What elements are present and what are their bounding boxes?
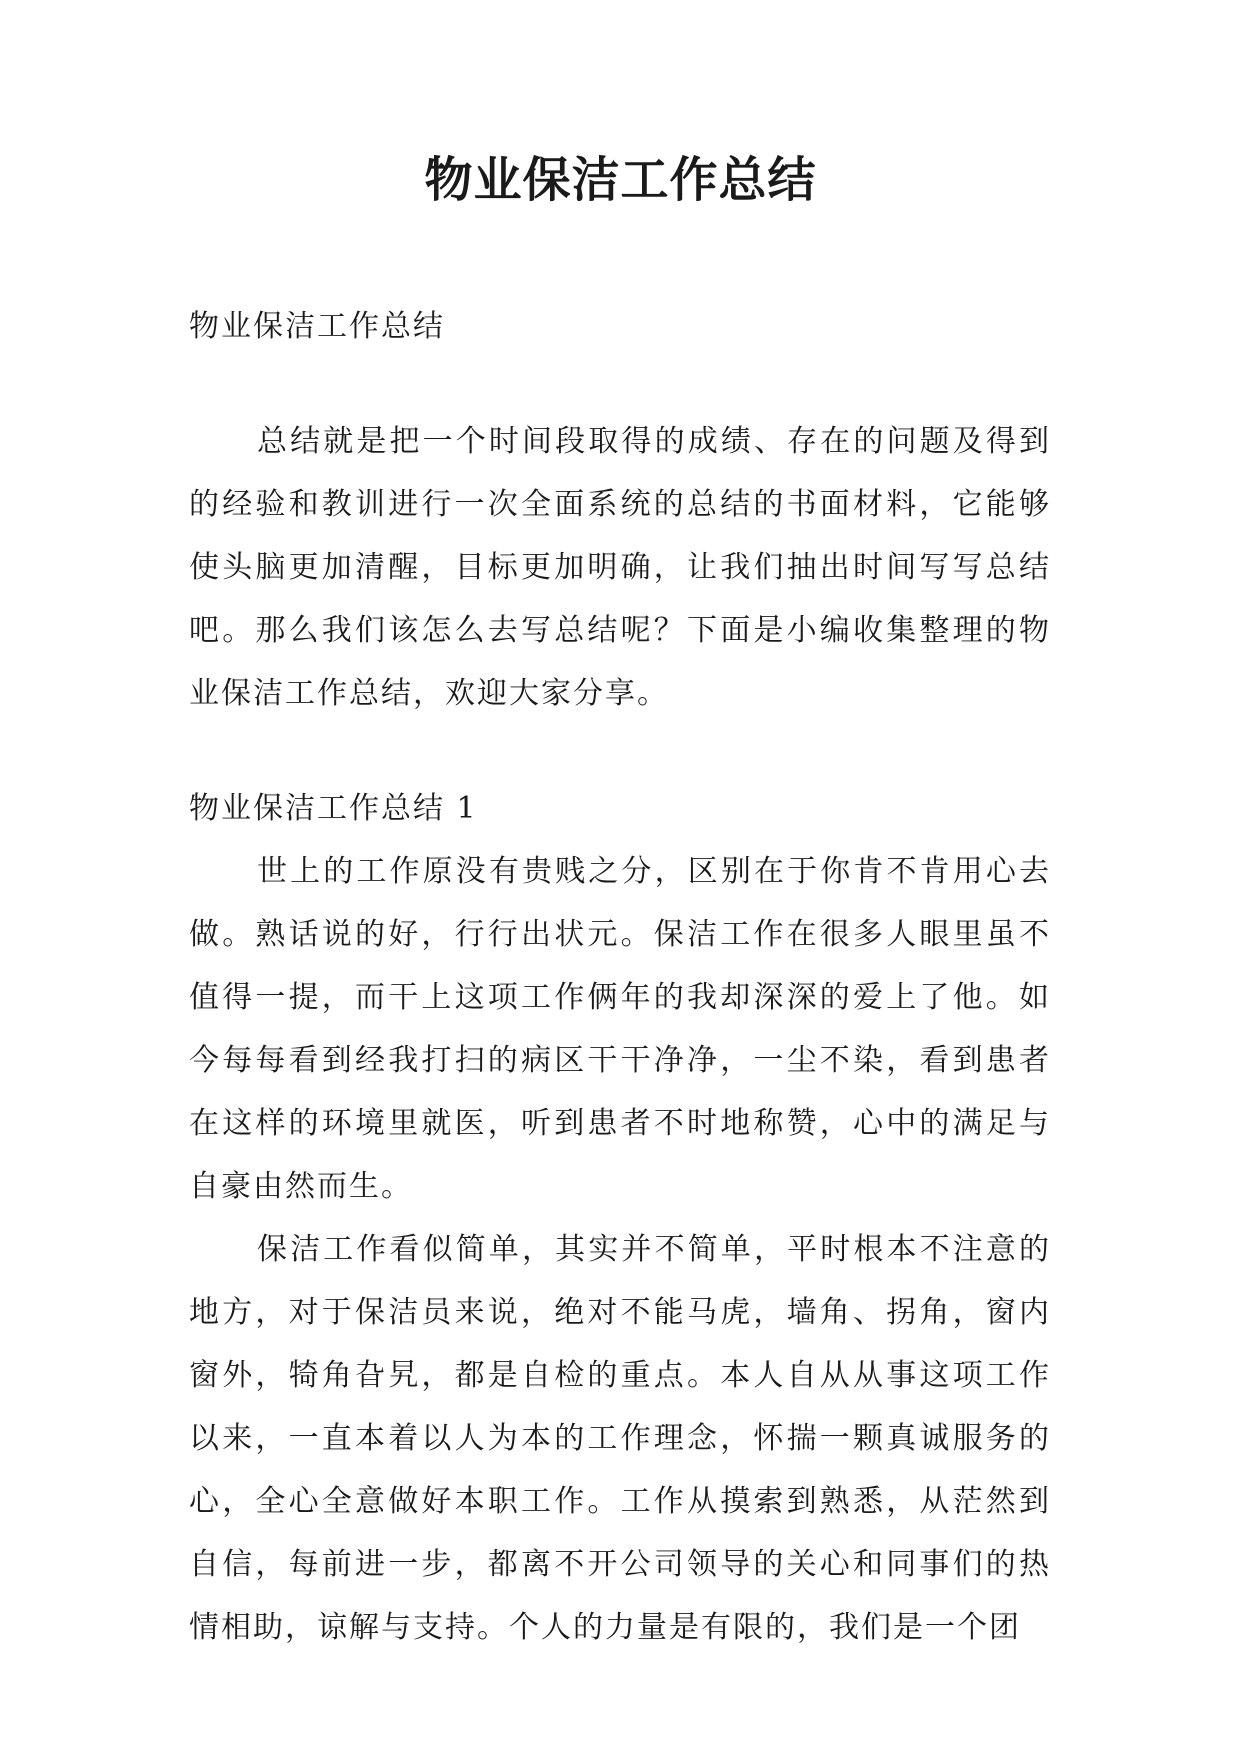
document-body <box>189 295 1051 1659</box>
section-paragraph-2: 保洁工作看似简单，其实并不简单，平时根本不注意的地方，对于保洁员来说，绝对不能马虎，墙角、拐角，窗内窗外，犄角旮旯，都是自检的重点。本人自从从事这项工作以来，一直本着以人为本的工作理念，怀揣一颗真诚服务的心，全心全意做好本职工作。工作从摸索到熟悉，从茫然到自信，每前进一步，都离不开公司领导的关心和同事们的热情相助，谅解与支持。个人的力量是有限的，我们是一个团 <box>189 1232 1051 1645</box>
intro-paragraph: 总结就是把一个时间段取得的成绩、存在的问题及得到的经验和教训进行一次全面系统的总结的书面材料，它能够使头脑更加清醒，目标更加明确，让我们抽出时间写写总结吧。那么我们该怎么去写总结呢？下面是小编收集整理的物业保洁工作总结，欢迎大家分享。 <box>189 424 1051 711</box>
section-paragraph-1: 世上的工作原没有贵贱之分，区别在于你肯不肯用心去做。熟话说的好，行行出状元。保洁工作在很多人眼里虽不值得一提，而干上这项工作俩年的我却深深的爱上了他。如今每每看到经我打扫的病区干干净净，一尘不染，看到患者在这样的环境里就医，听到患者不时地称赞，心中的满足与自豪由然而生。 <box>189 854 1051 1204</box>
section-heading: 物业保洁工作总结 1 <box>189 791 478 826</box>
document-subtitle: 物业保洁工作总结 <box>189 309 445 344</box>
document-title: 物业保洁工作总结 <box>424 152 817 208</box>
